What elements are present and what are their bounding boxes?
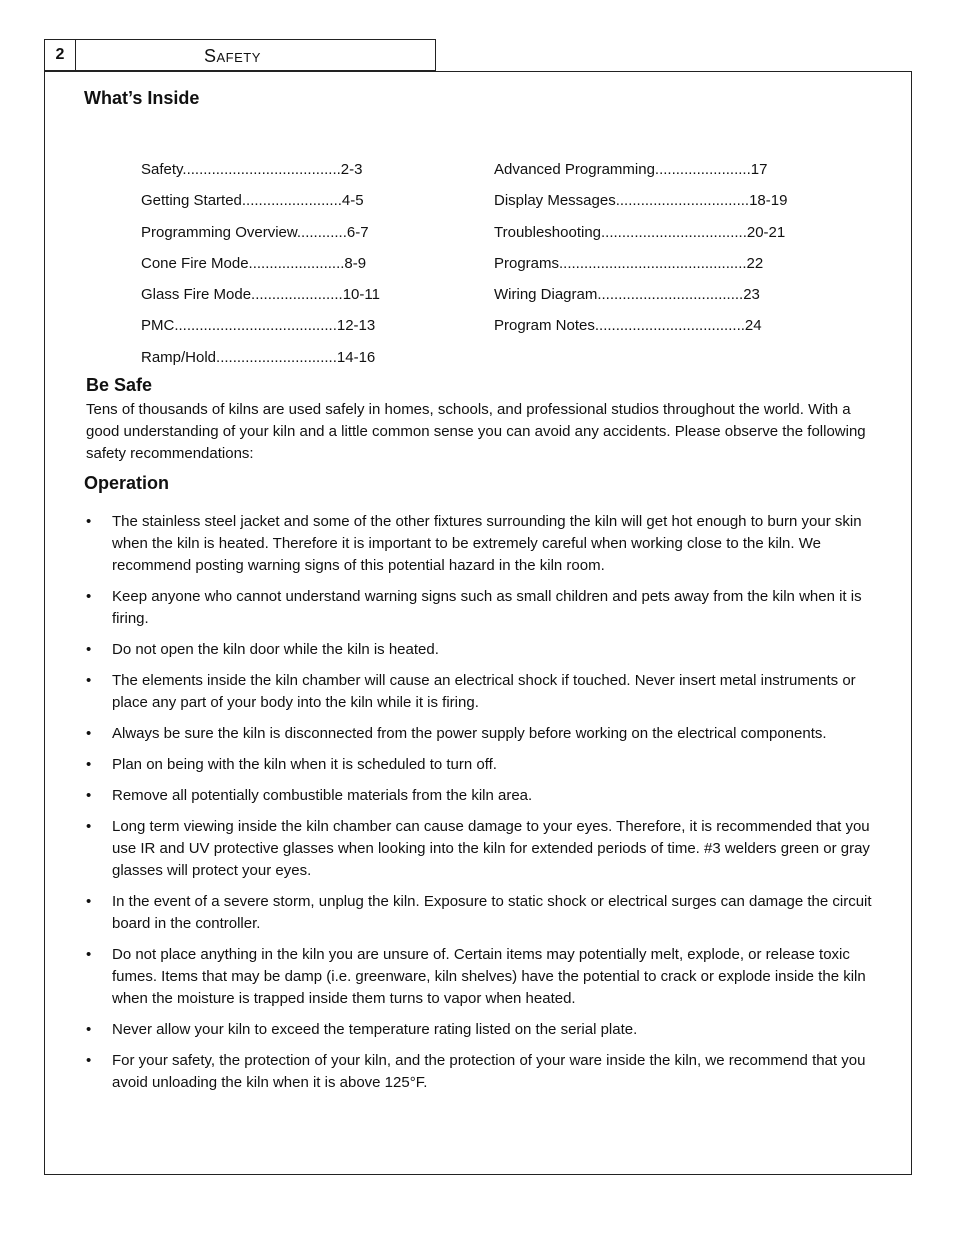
toc-entry: Wiring Diagram...................................23 bbox=[494, 286, 760, 304]
toc-entry: Program Notes....................................24 bbox=[494, 317, 762, 335]
list-item bbox=[84, 723, 874, 745]
bullet-icon: • bbox=[86, 641, 92, 658]
toc-left-column bbox=[141, 154, 380, 373]
toc-entry: Cone Fire Mode.......................8-9 bbox=[141, 254, 367, 272]
toc-right-column bbox=[494, 154, 787, 342]
list-item bbox=[84, 754, 874, 776]
whats-inside-heading: What’s Inside bbox=[84, 88, 200, 108]
list-item bbox=[84, 586, 874, 630]
section-title: Safety bbox=[204, 46, 261, 66]
bullet-icon: • bbox=[86, 787, 92, 804]
list-item-text: In the event of a severe storm, unplug the kiln. Exposure to static shock or electrical surges can damage the circuit board in the controller. bbox=[112, 893, 872, 932]
bullet-icon: • bbox=[86, 725, 92, 742]
toc-entry: Safety......................................2-3 bbox=[141, 161, 363, 178]
list-item bbox=[84, 891, 874, 935]
list-item-text: Always be sure the kiln is disconnected from the power supply before working on the electrical components. bbox=[112, 725, 827, 742]
bullet-icon: • bbox=[86, 588, 92, 605]
bullet-icon: • bbox=[86, 1052, 92, 1069]
list-item bbox=[84, 785, 874, 807]
section-title-box bbox=[76, 39, 436, 71]
list-item-text: The elements inside the kiln chamber will cause an electrical shock if touched. Never insert metal instruments or place any part of your body into the kiln while it is firing. bbox=[112, 672, 856, 711]
list-item bbox=[84, 816, 874, 882]
list-item-text: Remove all potentially combustible materials from the kiln area. bbox=[112, 787, 533, 804]
operation-list bbox=[84, 511, 874, 1103]
bullet-icon: • bbox=[86, 672, 92, 689]
list-item bbox=[84, 1019, 874, 1041]
list-item-text: Never allow your kiln to exceed the temperature rating listed on the serial plate. bbox=[112, 1021, 638, 1038]
list-item bbox=[84, 639, 874, 661]
toc-entry: Ramp/Hold.............................14-16 bbox=[141, 348, 376, 366]
toc-entry: Programming Overview............6-7 bbox=[141, 223, 369, 241]
list-item-text: Do not open the kiln door while the kiln is heated. bbox=[112, 641, 439, 658]
list-item-text: Keep anyone who cannot understand warning signs such as small children and pets away from the kiln when it is firing. bbox=[112, 588, 862, 627]
toc-entry: Glass Fire Mode......................10-11 bbox=[141, 286, 380, 304]
operation-heading: Operation bbox=[84, 473, 170, 493]
list-item-text: Plan on being with the kiln when it is scheduled to turn off. bbox=[112, 756, 497, 773]
toc-entry: PMC.......................................12-13 bbox=[141, 317, 376, 335]
list-item bbox=[84, 944, 874, 1010]
toc-entry: Programs.............................................22 bbox=[494, 254, 764, 272]
bullet-icon: • bbox=[86, 818, 92, 835]
be-safe-heading: Be Safe bbox=[86, 375, 153, 395]
bullet-icon: • bbox=[86, 893, 92, 910]
list-item-text: Do not place anything in the kiln you are unsure of. Certain items may potentially melt, explode, or release toxic fumes. Items that may be damp (i.e. greenware, kiln shelves) have the potential to crack or explode inside the kiln when the moisture is trapped inside them turns to vapor when heated. bbox=[112, 946, 866, 1007]
toc-entry: Getting Started........................4-5 bbox=[141, 192, 364, 210]
bullet-icon: • bbox=[86, 946, 92, 963]
page-number: 2 bbox=[44, 39, 76, 71]
toc-entry: Display Messages................................18-19 bbox=[494, 192, 788, 210]
list-item-text: Long term viewing inside the kiln chamber can cause damage to your eyes. Therefore, it is recommended that you use IR and UV protective glasses when looking into the kiln for extended periods of time. #3 welders green or gray glasses will protect your eyes. bbox=[112, 818, 870, 879]
list-item bbox=[84, 1050, 874, 1094]
list-item-text: For your safety, the protection of your kiln, and the protection of your ware inside the kiln, we recommend that you avoid unloading the kiln when it is above 125°F. bbox=[112, 1052, 866, 1091]
list-item bbox=[84, 670, 874, 714]
bullet-icon: • bbox=[86, 1021, 92, 1038]
bullet-icon: • bbox=[86, 756, 92, 773]
list-item bbox=[84, 511, 874, 577]
bullet-icon: • bbox=[86, 513, 92, 530]
toc-entry: Troubleshooting...................................20-21 bbox=[494, 223, 786, 241]
be-safe-paragraph: Tens of thousands of kilns are used safely in homes, schools, and professional studios throughout the world. With a good understanding of your kiln and a little common sense you can avoid any accidents. Please observe the following safety recommendations: bbox=[86, 401, 866, 462]
toc-entry: Advanced Programming.......................17 bbox=[494, 161, 768, 178]
list-item-text: The stainless steel jacket and some of the other fixtures surrounding the kiln will get hot enough to burn your skin when the kiln is heated. Therefore it is important to be extremely careful when working close to the kiln. We recommend posting warning signs of this potential hazard in the kiln room. bbox=[112, 513, 862, 574]
